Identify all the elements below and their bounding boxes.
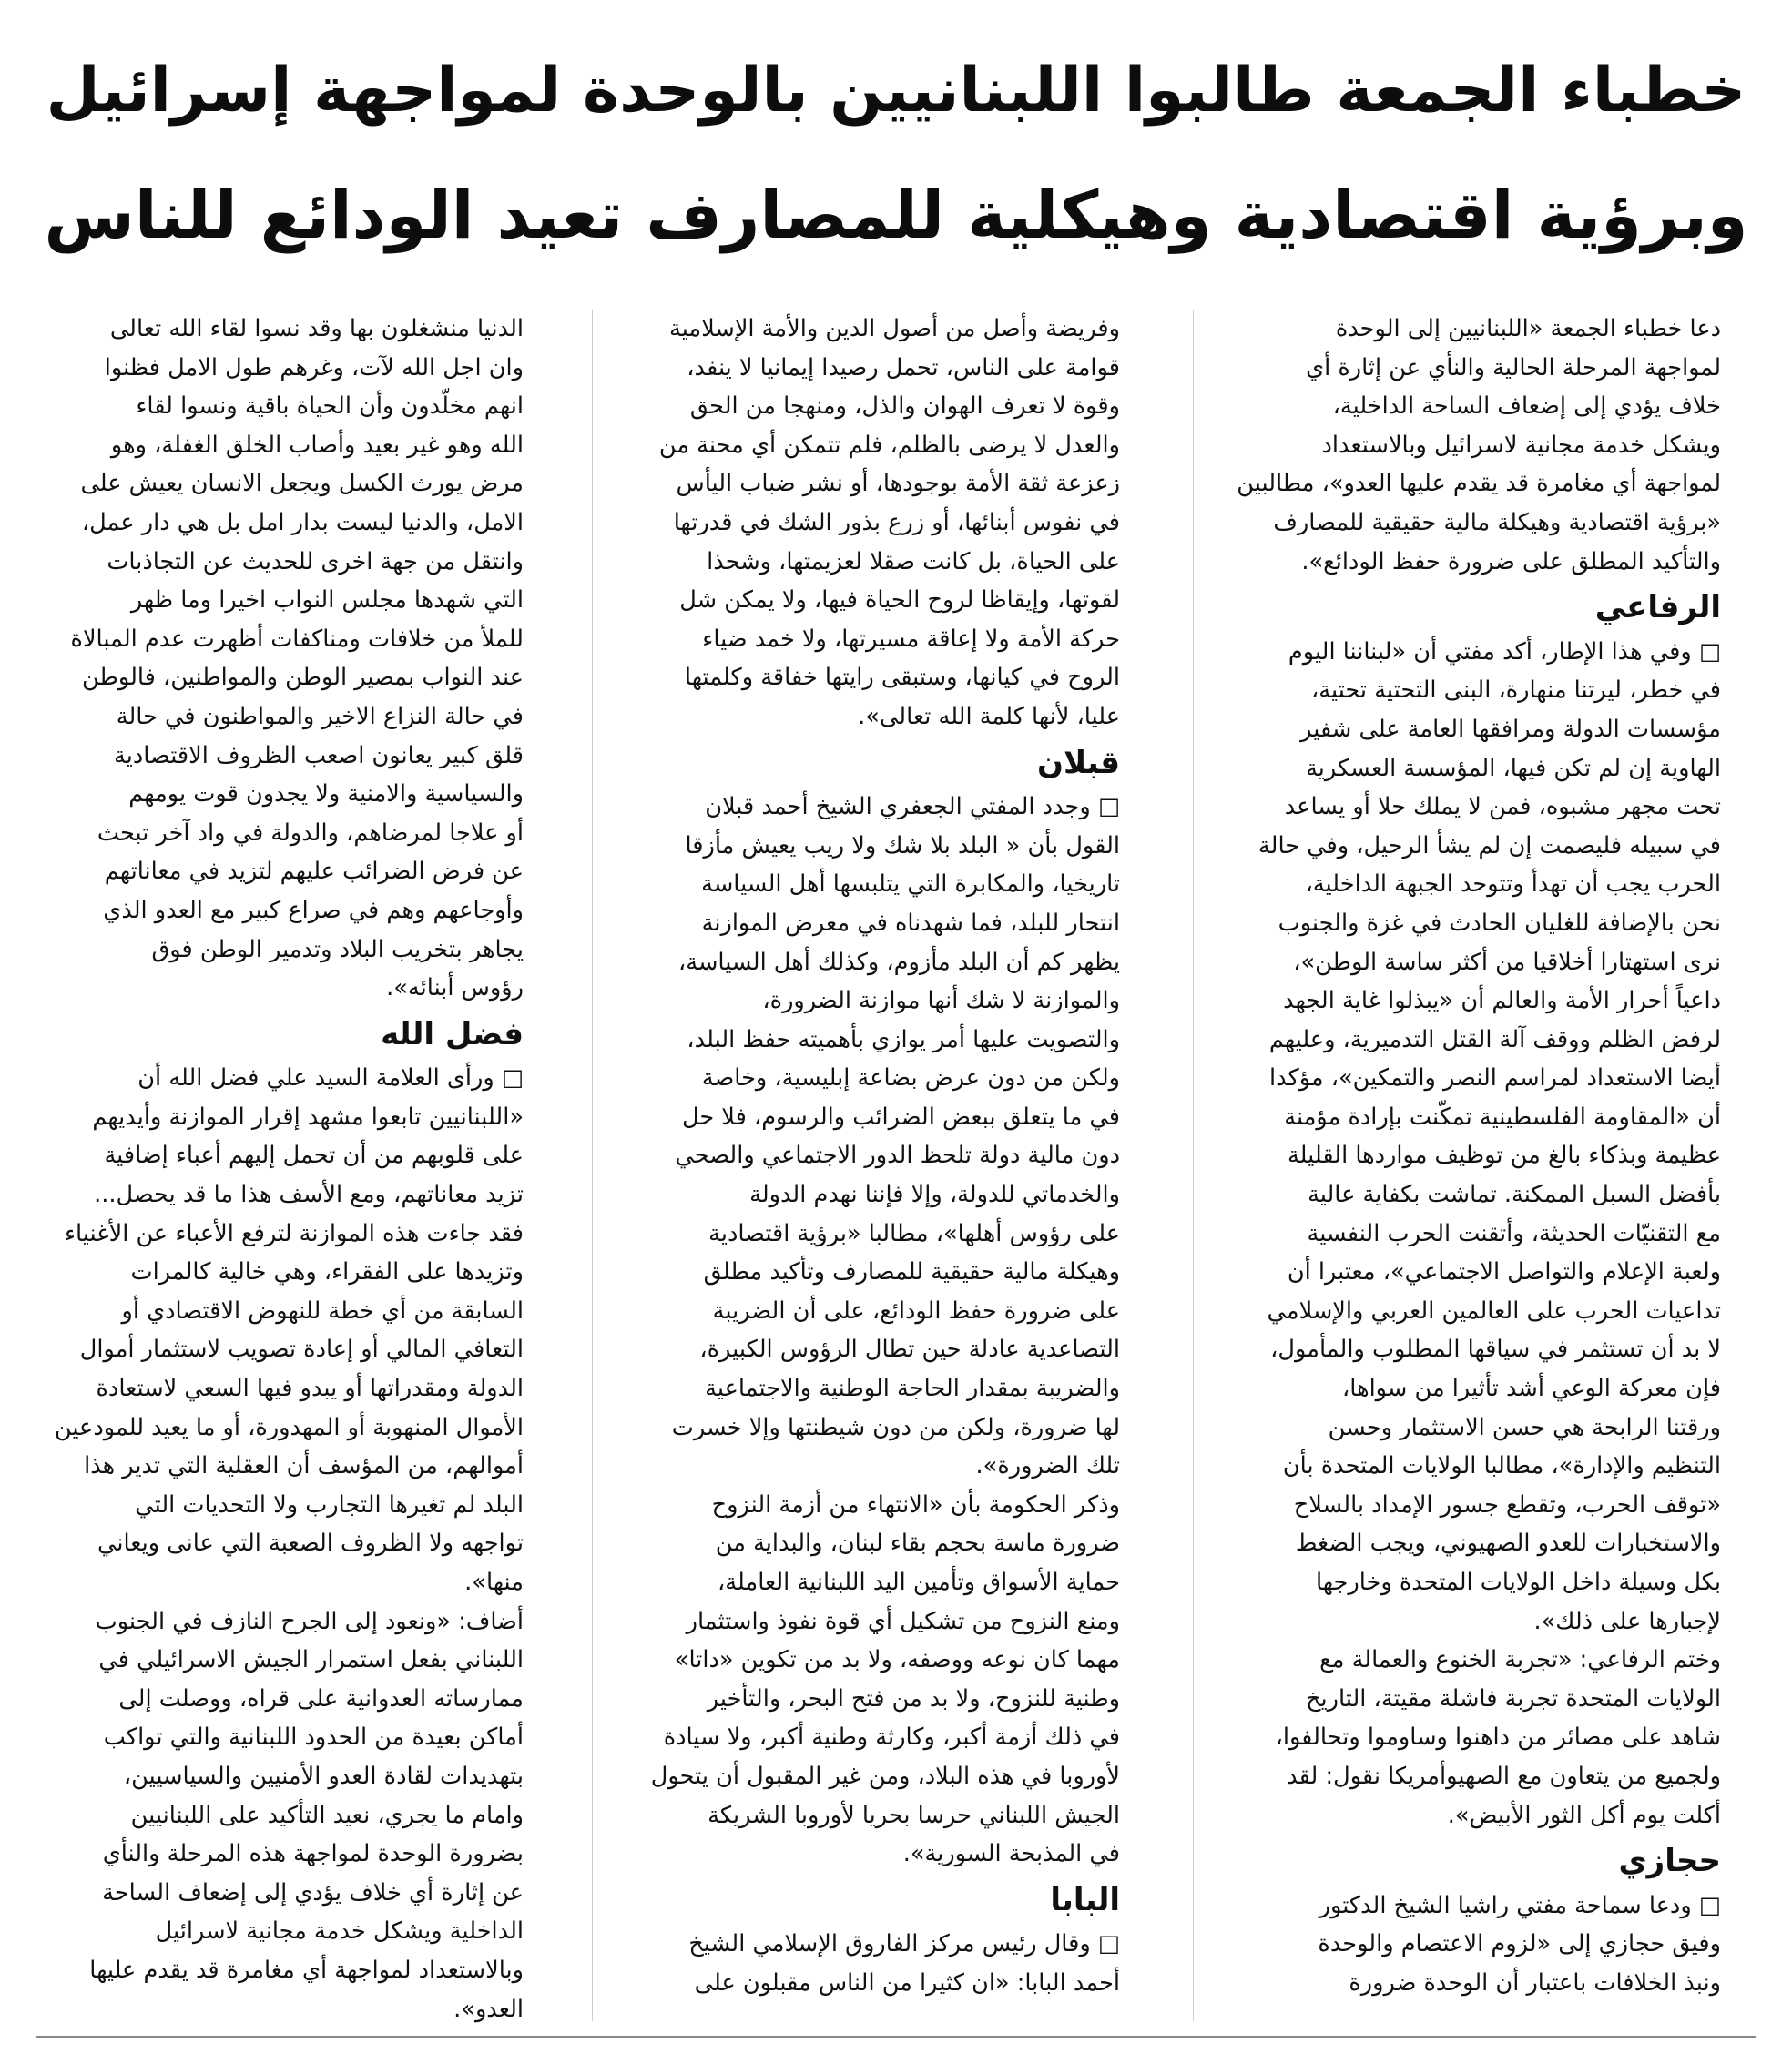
text-line: وامام ما يجري، نعيد التأكيد على اللبنانيين [130, 1801, 524, 1829]
section-heading-hijazi: حجازي [1618, 1843, 1721, 1880]
text-line: اللبناني بفعل استمرار الجيش الاسرائيلي في [98, 1646, 524, 1674]
text-line: تاريخيا، والمكابرة التي يتلبسها أهل السياسة [701, 870, 1120, 899]
text-line: أموالهم، من المؤسف أن العقلية التي تدير هذا [84, 1452, 524, 1480]
text-line: وبالاستعداد لمواجهة أي مغامرة قد يقدم عليها [89, 1956, 524, 1984]
text-line: تزيد معاناتهم، ومع الأسف هذا ما قد يحصل... [94, 1181, 524, 1209]
text-line: نرى استهتارا أخلاقيا من أكثر ساسة الوطن»، [1293, 948, 1721, 976]
text-line: دون مالية دولة تلحظ الدور الاجتماعي والصحي [675, 1142, 1120, 1170]
text-line: وطنية للنزوح، ولا بد من فتح البحر، والتأخير [707, 1684, 1120, 1713]
text-line: لا بد أن تستثمر في سياقها المطلوب والمأمول، [1270, 1336, 1721, 1364]
text-line: داعياً أحرار الأمة والعالم أن «يبذلوا غاية الجهد [1283, 987, 1721, 1015]
text-line: وذكر الحكومة بأن «الانتهاء من أزمة النزوح [711, 1490, 1120, 1519]
text-line: في المذبحة السورية». [902, 1840, 1120, 1868]
text-line: في ذلك أزمة أكبر، وكارثة وطنية أكبر، ولا سيادة [663, 1724, 1120, 1752]
text-line: بضرورة الوحدة لمواجهة هذه المرحلة والنأي [102, 1840, 524, 1868]
text-line: الامل، والدنيا ليست بدار امل بل هي دار عمل، [81, 508, 524, 536]
text-line: لرفض الظلم ووقف آلة القتل التدميرية، وعليهم [1268, 1025, 1721, 1053]
section-heading-fadlallah: فضل الله [381, 1015, 524, 1052]
column-divider [1193, 310, 1194, 2021]
text-line: مهما كان نوعه ووصفه، ولا بد من تكوين «داتا» [674, 1646, 1120, 1674]
text-line: فقد جاءت هذه الموازنة لترفع الأعباء عن الأغنياء [64, 1219, 524, 1247]
text-line: ومنع النزوح من تشكيل أي قوة نفوذ واستثمار [686, 1607, 1120, 1635]
text-line: وانتقل من جهة اخرى للحديث عن التجاذبات [107, 547, 524, 575]
text-line: تحت مجهر مشبوه، فمن لا يملك حلا أو يساعد [1284, 793, 1721, 821]
text-line: أماكن بعيدة من الحدود اللبنانية والتي تواكب [103, 1724, 524, 1752]
text-line: يظهر كم أن البلد مأزوم، وكذلك أهل السياسة، [677, 948, 1120, 976]
text-line: حماية الأسواق وتأمين اليد اللبنانية العاملة، [718, 1569, 1120, 1596]
text-line: الدولة ومقدراتها أو يبدو فيها السعي لاستعادة [96, 1375, 524, 1403]
text-line: والعدل لا يرضى بالظلم، فلم تتمكن أي محنة من [658, 431, 1120, 459]
text-line: بكل وسيلة داخل الولايات المتحدة وخارجها [1315, 1569, 1721, 1596]
text-line: «توقف الحرب، وتقطع جسور الإمداد بالسلاح [1293, 1490, 1721, 1519]
text-line: □ وقال رئيس مركز الفاروق الإسلامي الشيخ [688, 1930, 1120, 1958]
text-line: انتحار للبلد، فما شهدناه في معرض الموازنة [701, 909, 1120, 937]
text-line: □ ودعا سماحة مفتي راشيا الشيخ الدكتور [1319, 1891, 1721, 1919]
paragraph [14, 1059, 524, 1602]
text-line: مع التقنيّات الحديثة، وأتقنت الحرب النفسية [1307, 1219, 1721, 1247]
text-line: والتأكيد المطلق على ضرورة حفظ الودائع». [1301, 547, 1721, 575]
article-column-right [1211, 310, 1721, 2003]
text-line: في حالة النزاع الاخير والمواطنون في حالة [116, 702, 524, 730]
text-line: بتهديدات لقادة العدو الأمنيين والسياسيين، [123, 1762, 524, 1790]
paragraph [610, 1486, 1120, 1874]
text-line: انهم مخلّدون وأن الحياة باقية ونسوا لقاء [136, 392, 524, 421]
text-line: مرض يورث الكسل ويجعل الانسان يعيش على [80, 470, 524, 498]
text-line: وفريضة وأصل من أصول الدين والأمة الإسلامية [668, 315, 1120, 342]
text-line: مؤسسات الدولة ومرافقها العامة على شفير [1300, 715, 1721, 743]
text-line: أو علاجا لمرضاهم، والدولة في واد آخر تبحث [97, 819, 524, 847]
text-line: لأوروبا في هذه البلاد، ومن غير المقبول أن يتحول [650, 1762, 1120, 1790]
text-line: وختم الرفاعي: «تجربة الخنوع والعمالة مع [1319, 1646, 1721, 1674]
text-line: عند النواب بمصير الوطن والمواطنين، فالوطن [82, 664, 524, 692]
text-line: التصاعدية عادلة حين تطال الرؤوس الكبيرة، [699, 1336, 1120, 1364]
text-line: وأوجاعهم وهم في صراع كبير مع العدو الذي [103, 896, 524, 924]
text-line: الولايات المتحدة تجربة فاشلة مقيتة، التاريخ [1305, 1684, 1721, 1713]
text-line: ونبذ الخلافات باعتبار أن الوحدة ضرورة [1349, 1968, 1721, 1997]
text-line: وان اجل الله لآت، وغرهم طول الامل فظنوا [104, 353, 524, 381]
text-line: التي شهدها مجلس النواب اخيرا وما ظهر [130, 586, 524, 615]
text-line: ورقتنا الرابحة هي حسن الاستثمار وحسن [1328, 1413, 1721, 1441]
text-line: والسياسية والامنية ولا يجدون قوت يومهم [128, 780, 524, 808]
paragraph [1211, 1641, 1721, 1835]
text-line: القول بأن « البلد بلا شك ولا ريب يعيش مأزقا [685, 831, 1120, 859]
text-line: يجاهر بتخريب البلاد وتدمير الوطن فوق [151, 935, 524, 963]
text-line: دعا خطباء الجمعة «اللبنانيين إلى الوحدة [1335, 315, 1721, 342]
text-line: ولكن من دون عرض بضاعة إبليسية، وخاصة [701, 1064, 1120, 1093]
text-line: الحرب يجب أن تهدأ وتتوحد الجبهة الداخلية، [1305, 870, 1721, 899]
column-divider [592, 310, 593, 2021]
text-line: في ما يتعلق ببعض الضرائب والرسوم، فلا حل [681, 1103, 1120, 1131]
text-line: قلق كبير يعانون اصعب الظروف الاقتصادية [113, 741, 524, 769]
text-line: والموازنة لا شك أنها موازنة الضرورة، [762, 987, 1120, 1015]
text-line: بأفضل السبل الممكنة. تماشت بكفاية عالية [1308, 1181, 1721, 1209]
headline-line-2: وبرؤية اقتصادية وهيكلية للمصارف تعيد الودائع للناس [44, 177, 1748, 253]
text-line: نحن بالإضافة للغليان الحادث في غزة والجنوب [1278, 909, 1721, 937]
article-column-left [14, 310, 524, 2029]
text-line: شاهد على مصائر من داهنوا وساوموا وتحالفوا، [1275, 1724, 1721, 1752]
text-line: للملأ من خلافات ومناكفات أظهرت عدم المبالاة [70, 625, 524, 653]
text-line: ويشكل خدمة مجانية لاسرائيل وبالاستعداد [1321, 431, 1721, 459]
text-line: ضرورة ماسة بحجم بقاء لبنان، والبداية من [715, 1530, 1120, 1558]
text-line: على الحياة، بل كانت صقلا لعزيمتها، وشحذا [707, 547, 1120, 575]
text-line: «برؤية اقتصادية وهيكلة مالية حقيقية للمصارف [1273, 508, 1721, 536]
text-line: أيضا الاستعداد لمراسم النصر والتمكين»، مؤكدا [1268, 1064, 1721, 1093]
text-line: التعافي المالي أو إعادة تصويب لاستثمار أموال [79, 1336, 524, 1364]
text-line: على ضرورة حفظ الودائع، على أن الضريبة [712, 1296, 1120, 1325]
text-line: وفيق حجازي إلى «لزوم الاعتصام والوحدة [1318, 1930, 1721, 1958]
paragraph [1211, 1886, 1721, 2003]
text-line: لإجبارها على ذلك». [1533, 1607, 1721, 1635]
text-line: رؤوس أبنائه». [386, 974, 524, 1002]
text-line: لمواجهة أي مغامرة قد يقدم عليها العدو»، مطالبين [1237, 470, 1721, 498]
text-line: عن إثارة أي خلاف يؤدي إلى إضعاف الساحة [102, 1878, 524, 1907]
text-line: تواجهه ولا الظروف الصعبة التي عانى ويعاني [97, 1530, 524, 1558]
text-line: والاستخبارات للعدو الصهيوني، ويجب الضغط [1295, 1530, 1721, 1558]
text-line: حركة الأمة ولا إعاقة مسيرتها، ولا خمد ضياء [702, 625, 1120, 653]
text-line: أكلت يوم أكل الثور الأبيض». [1447, 1801, 1721, 1829]
text-line: السابقة من أي خطة للنهوض الاقتصادي أو [121, 1296, 524, 1325]
text-line: □ ورأى العلامة السيد علي فضل الله أن [137, 1064, 524, 1093]
text-line: □ وجدد المفتي الجعفري الشيخ أحمد قبلان [705, 793, 1120, 821]
text-line: وقوة لا تعرف الهوان والذل، ومنهجا من الحق [689, 392, 1120, 421]
text-line: في خطر، ليرتنا منهارة، البنى التحتية تحتية، [1310, 676, 1721, 705]
paragraph [610, 310, 1120, 737]
paragraph [1211, 310, 1721, 581]
paragraph [610, 788, 1120, 1486]
text-line: على قلوبهم من أن تحمل إليهم أعباء إضافية [104, 1142, 524, 1170]
paragraph [1211, 633, 1721, 1641]
text-line: ولعبة الإعلام والتواصل الاجتماعي»، معتبرا أن [1287, 1258, 1721, 1286]
text-line: الدنيا منشغلون بها وقد نسوا لقاء الله تعالى [109, 315, 524, 342]
text-line: أن «المقاومة الفلسطينية تمكّنت بإرادة مؤمنة [1284, 1103, 1721, 1131]
text-line: تداعيات الحرب على العالمين العربي والإسلامي [1267, 1296, 1721, 1325]
text-line: على رؤوس أهلها»، مطالبا «برؤية اقتصادية [708, 1219, 1120, 1247]
text-line: عن فرض الضرائب عليهم لتزيد في معاناتهم [104, 858, 524, 886]
text-line: لمواجهة المرحلة الحالية والنأي عن إثارة أي [1306, 353, 1721, 381]
text-line: ممارساته العدوانية على قراه، ووصلت إلى [118, 1684, 524, 1713]
text-line: والضريبة بمقدار الحاجة الوطنية والاجتماعية [705, 1375, 1120, 1403]
text-line: ولجميع من يتعاون مع الصهيوأمريكا نقول: لقد [1287, 1762, 1721, 1790]
text-line: العدو». [453, 1995, 524, 2023]
text-line: لها ضرورة، ولكن من دون شيطنتها وإلا خسرت [671, 1413, 1120, 1441]
text-line: عظيمة وبذكاء بالغ من توظيف مواردها القليلة [1287, 1142, 1721, 1170]
paragraph [610, 1925, 1120, 2002]
text-line: في نفوس أبنائها، أو زرع بذور الشك في قدرتها [673, 508, 1120, 536]
text-line: التنظيم والإدارة»، مطالبا الولايات المتحدة بأن [1282, 1452, 1721, 1480]
section-heading-albaba: البابا [1050, 1881, 1120, 1918]
text-line: الله وهو غير بعيد وأصاب الخلق الغفلة، وهو [110, 431, 524, 459]
text-line: قوامة على الناس، تحمل رصيدا إيمانيا لا ينفد، [687, 353, 1120, 381]
headline-line-1: خطباء الجمعة طالبوا اللبنانيين بالوحدة لمواجهة إسرائيل [46, 55, 1746, 127]
section-heading-qabalan: قبلان [1037, 744, 1120, 781]
text-line: منها». [464, 1569, 524, 1596]
text-line: زعزعة ثقة الأمة بوجودها، أو نشر ضباب اليأس [676, 470, 1120, 498]
text-line: لقوتها، وإيقاظا لروح الحياة فيها، ولا يمكن شل [679, 586, 1120, 615]
text-line: أضاف: «ونعود إلى الجرح النازف في الجنوب [95, 1607, 524, 1635]
text-line: والخدماتي للدولة، وإلا فإننا نهدم الدولة [749, 1181, 1120, 1209]
text-line: الهاوية إن لم تكن فيها، المؤسسة العسكرية [1306, 754, 1721, 782]
bottom-rule [36, 2036, 1756, 2038]
text-line: الداخلية ويشكل خدمة مجانية لاسرائيل [155, 1917, 524, 1946]
text-line: الجيش اللبناني حرسا بحريا لأوروبا الشريكة [708, 1801, 1120, 1829]
text-line: عليا، لأنها كلمة الله تعالى». [858, 702, 1120, 730]
text-line: الروح في كيانها، وستبقى رايتها خفاقة وكلمتها [684, 664, 1120, 692]
text-line: والتصويت عليها أمر يوازي بأهميته حفظ البلد، [687, 1025, 1120, 1053]
article-column-middle [610, 310, 1120, 2003]
text-line: البلد لم تغيرها التجارب ولا التحديات التي [135, 1490, 524, 1519]
text-line: □ وفي هذا الإطار، أكد مفتي أن «لبناننا اليوم [1288, 637, 1721, 666]
text-line: أحمد البابا: «ان كثيرا من الناس مقبلون على [694, 1968, 1120, 1997]
text-line: في سبيله فليصمت إن لم يشأ الرحيل، وفي حالة [1257, 831, 1721, 859]
paragraph [14, 1602, 524, 2029]
paragraph [14, 310, 524, 1008]
text-line: تلك الضرورة». [975, 1452, 1120, 1480]
text-line: الأموال المنهوبة أو المهدورة، أو ما يعيد للمودعين [54, 1413, 524, 1441]
text-line: فإن معركة الوعي أشد تأثيرا من سواها، [1342, 1375, 1721, 1403]
text-line: «اللبنانيين تابعوا مشهد إقرار الموازنة وأيديهم [92, 1103, 524, 1131]
section-heading-rifai: الرفاعي [1594, 589, 1721, 626]
text-line: وهيكلة مالية حقيقية للمصارف وتأكيد مطلق [703, 1258, 1120, 1286]
text-line: خلاف يؤدي إلى إضعاف الساحة الداخلية، [1332, 392, 1721, 421]
text-line: وتزيدها على الفقراء، وهي خالية كالمرات [130, 1258, 524, 1286]
